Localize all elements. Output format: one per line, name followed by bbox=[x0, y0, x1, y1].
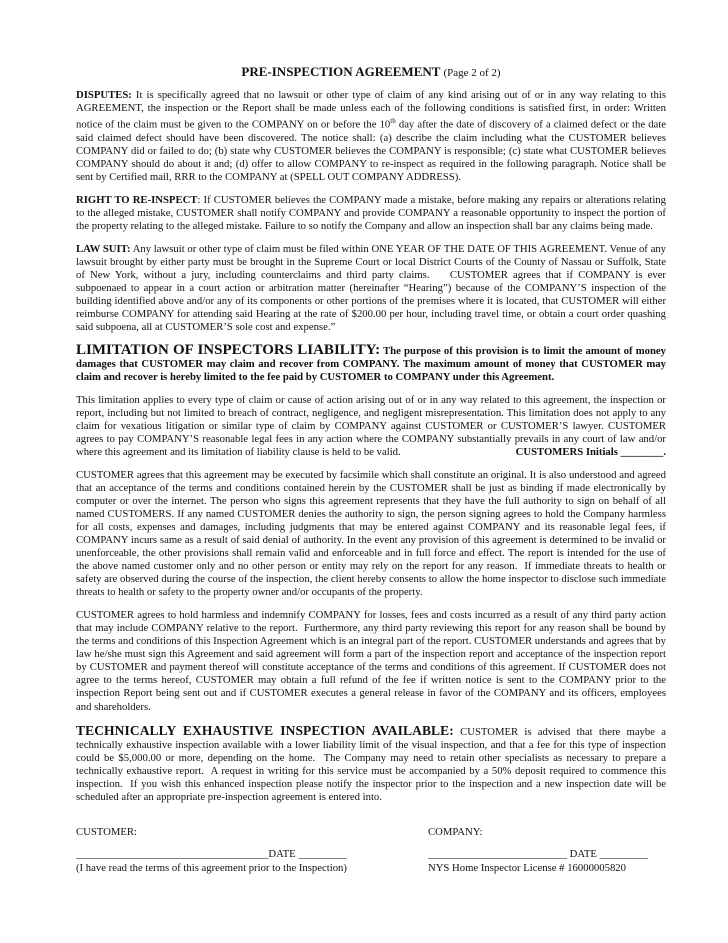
signature-notes-row bbox=[76, 860, 666, 874]
disputes-paragraph bbox=[76, 89, 666, 184]
lawsuit-text: Any lawsuit or other type of claim must be filed within ONE YEAR OF THE DATE OF THIS AGREEMENT. Venue of any lawsuit brought by either party must be brought in the Supreme Court or local District Courts of the County of Nassau or Suffolk, State of New York, without a jury, including counterclaims and third party claims. CUSTOMER agrees that if COMPANY is ever subpoenaed to appear in a court action or arbitration matter (hereinafter “Hearing”) because of the COMPANY’S inspection of the building identified above and/or any of its components or other portions of the premises where it is located, that CUSTOMER will either reimburse COMPANY for attending said Hearing at the rate of $200.00 per hour, including travel time, or obtain a court order quashing said subpoena, all at CUSTOMER’S sole cost and expense.” bbox=[76, 243, 669, 334]
technical-heading: TECHNICALLY EXHAUSTIVE INSPECTION AVAILABLE: bbox=[76, 722, 454, 738]
signature-lines-row bbox=[76, 848, 666, 860]
limitation-bold-text: The purpose of this provision is to limit the amount of money damages that CUSTOMER may claim and recover from COMPANY. The maximum amount of money that CUSTOMER may claim and recover is hereby limited to the fee paid by CUSTOMER to COMPANY under this Agreement. bbox=[76, 345, 666, 384]
customer-label: CUSTOMER: bbox=[76, 825, 137, 838]
lawsuit-paragraph bbox=[76, 243, 669, 334]
company-license-note: NYS Home Inspector License # 16000005820 bbox=[428, 861, 626, 874]
page-title bbox=[76, 64, 666, 80]
company-signature-line[interactable]: __________________________ DATE _________ bbox=[428, 847, 648, 860]
harmless-paragraph: CUSTOMER agrees to hold harmless and indemnify COMPANY for losses, fees and costs incurred as a result of any third party action that may include COMPANY relative to the report. Furthermore, any third party reviewing this report for any reason shall be bound by the terms and conditions of this Inspection Agreement which is an integral part of the report. CUSTOMER understands and agrees that by law he/she must sign this Agreement and said agreement will form a part of the inspection report and acceptance of the inspection report by CUSTOMER and payment thereof will constitute acceptance of the terms and conditions of this agreement. If CUSTOMER does not agree to the terms hereof, CUSTOMER may obtain a full refund of the fee if written notice is sent to the COMPANY prior to the inspection Report being sent out and if CUSTOMER executes a general release in favor of the COMPANY and its officers, employees and shareholders. bbox=[76, 609, 669, 713]
company-label: COMPANY: bbox=[428, 825, 483, 838]
customer-signature-line[interactable]: ____________________________________DATE _________ bbox=[76, 847, 347, 860]
limitation-heading-paragraph bbox=[76, 344, 666, 384]
limitation-heading: LIMITATION OF INSPECTORS LIABILITY: bbox=[76, 342, 381, 359]
disputes-heading: DISPUTES: bbox=[76, 89, 132, 101]
disputes-superscript: th bbox=[390, 117, 396, 126]
title-page-number: (Page 2 of 2) bbox=[443, 67, 501, 79]
title-text: PRE-INSPECTION AGREEMENT bbox=[241, 64, 441, 79]
agreement-page bbox=[76, 64, 669, 874]
reinspect-heading: RIGHT TO RE-INSPECT bbox=[76, 193, 198, 206]
customer-initials: CUSTOMERS Initials ________. bbox=[515, 445, 666, 458]
facsimile-paragraph: CUSTOMER agrees that this agreement may be executed by facsimile which shall constitute an original. It is also understood and agreed that an acceptance of the terms and conditions contained herein by the CUSTOMER shall be just as binding if made electronically by computer or over the internet. The person who signs this agreement represents that they have the full authority to sign on behalf of all named CUSTOMERS. If any named CUSTOMER denies the authority to sign, the person signing agrees to hold the Company harmless for all costs, expenses and damages, including judgments that may be entered against COMPANY and its reasonable legal fees, if COMPANY incurs same as a result of said denial of authority. In the event any provision of this agreement is determined to be invalid or unenforceable, the other provisions shall remain valid and enforceable and in full force and effect. The report is intended for the use of the above named customer only and no other person or entity may rely on the report for any reason. If immediate threats to health or safety are observed during the course of the inspection, the client hereby consents to allow the home inspector to disclose such immediate threats to health or safety to the property owner and/or occupants of the property. bbox=[76, 468, 669, 599]
disputes-text-1: It is specifically agreed that no lawsuit or other type of claim of any kind arising out of or in any way relating to this AGREEMENT, the inspection or the Report shall be made unless each of the following conditions is satisfied first, in order: Written notice of the claim must be given to the COMPANY on or before the 10 bbox=[76, 89, 666, 131]
limitation-text: This limitation applies to every type of claim or cause of action arising out of or in any way related to this agreement, the inspection or report, including but not limited to breach of contract, negligence, and negligent misrepresentation. This limitation does not apply to any claim for vexatious litigation or similar type of claim by COMPANY against CUSTOMER or CUSTOMER’S lawyer. CUSTOMER agrees to pay COMPANY’S reasonable legal fees in any action where the COMPANY substantially prevails in any court of law and/or where this agreement and its limitation of liability clause is held to be valid. bbox=[76, 393, 666, 458]
signature-block bbox=[76, 826, 666, 874]
reinspect-paragraph bbox=[76, 194, 666, 233]
reinspect-text: : If CUSTOMER believes the COMPANY made a mistake, before making any repairs or alterations relating to the alleged mistake, CUSTOMER shall notify COMPANY and provide COMPANY a reasonable opportunity to inspect the portion of the property relating to the alleged mistake. Failure to so notify the Company and allow an inspection shall bar any claims being made. bbox=[76, 193, 666, 232]
customer-signature-note: (I have read the terms of this agreement prior to the Inspection) bbox=[76, 861, 347, 874]
lawsuit-heading: LAW SUIT: bbox=[76, 243, 131, 256]
technical-text: CUSTOMER is advised that there maybe a technically exhaustive inspection available with a lower liability limit of the visual inspection, and that a fee for this type of inspection could be $5,000.00 or more, depending on the home. The Company may need to retain other specialists as necessary to prepare a technically exhaustive report. A request in writing for this service must be accompanied by a 50% deposit required to commence this inspection. If you wish this enhanced inspection please notify the inspector prior to the inspection and a new inspection date will be scheduled after an appropriate pre-inspection agreement is entered into. bbox=[76, 725, 669, 803]
technical-paragraph bbox=[76, 722, 669, 804]
signature-labels-row bbox=[76, 826, 666, 838]
disputes-text-2: day after the date of discovery of a claimed defect or the date said claimed defect should have been discovered. The notice shall: (a) describe the claim including what the CUSTOMER believes COMPANY did or failed to do; (b) state why CUSTOMER believes the COMPANY is responsible; (c) state what CUSTOMER believes COMPANY should do about it and; (d) offer to allow COMPANY to re-inspect as required in the following paragraph. Notice shall be sent by Certified mail, RRR to the COMPANY at (SPELL OUT COMPANY ADDRESS). bbox=[76, 118, 667, 183]
limitation-paragraph bbox=[76, 394, 666, 459]
